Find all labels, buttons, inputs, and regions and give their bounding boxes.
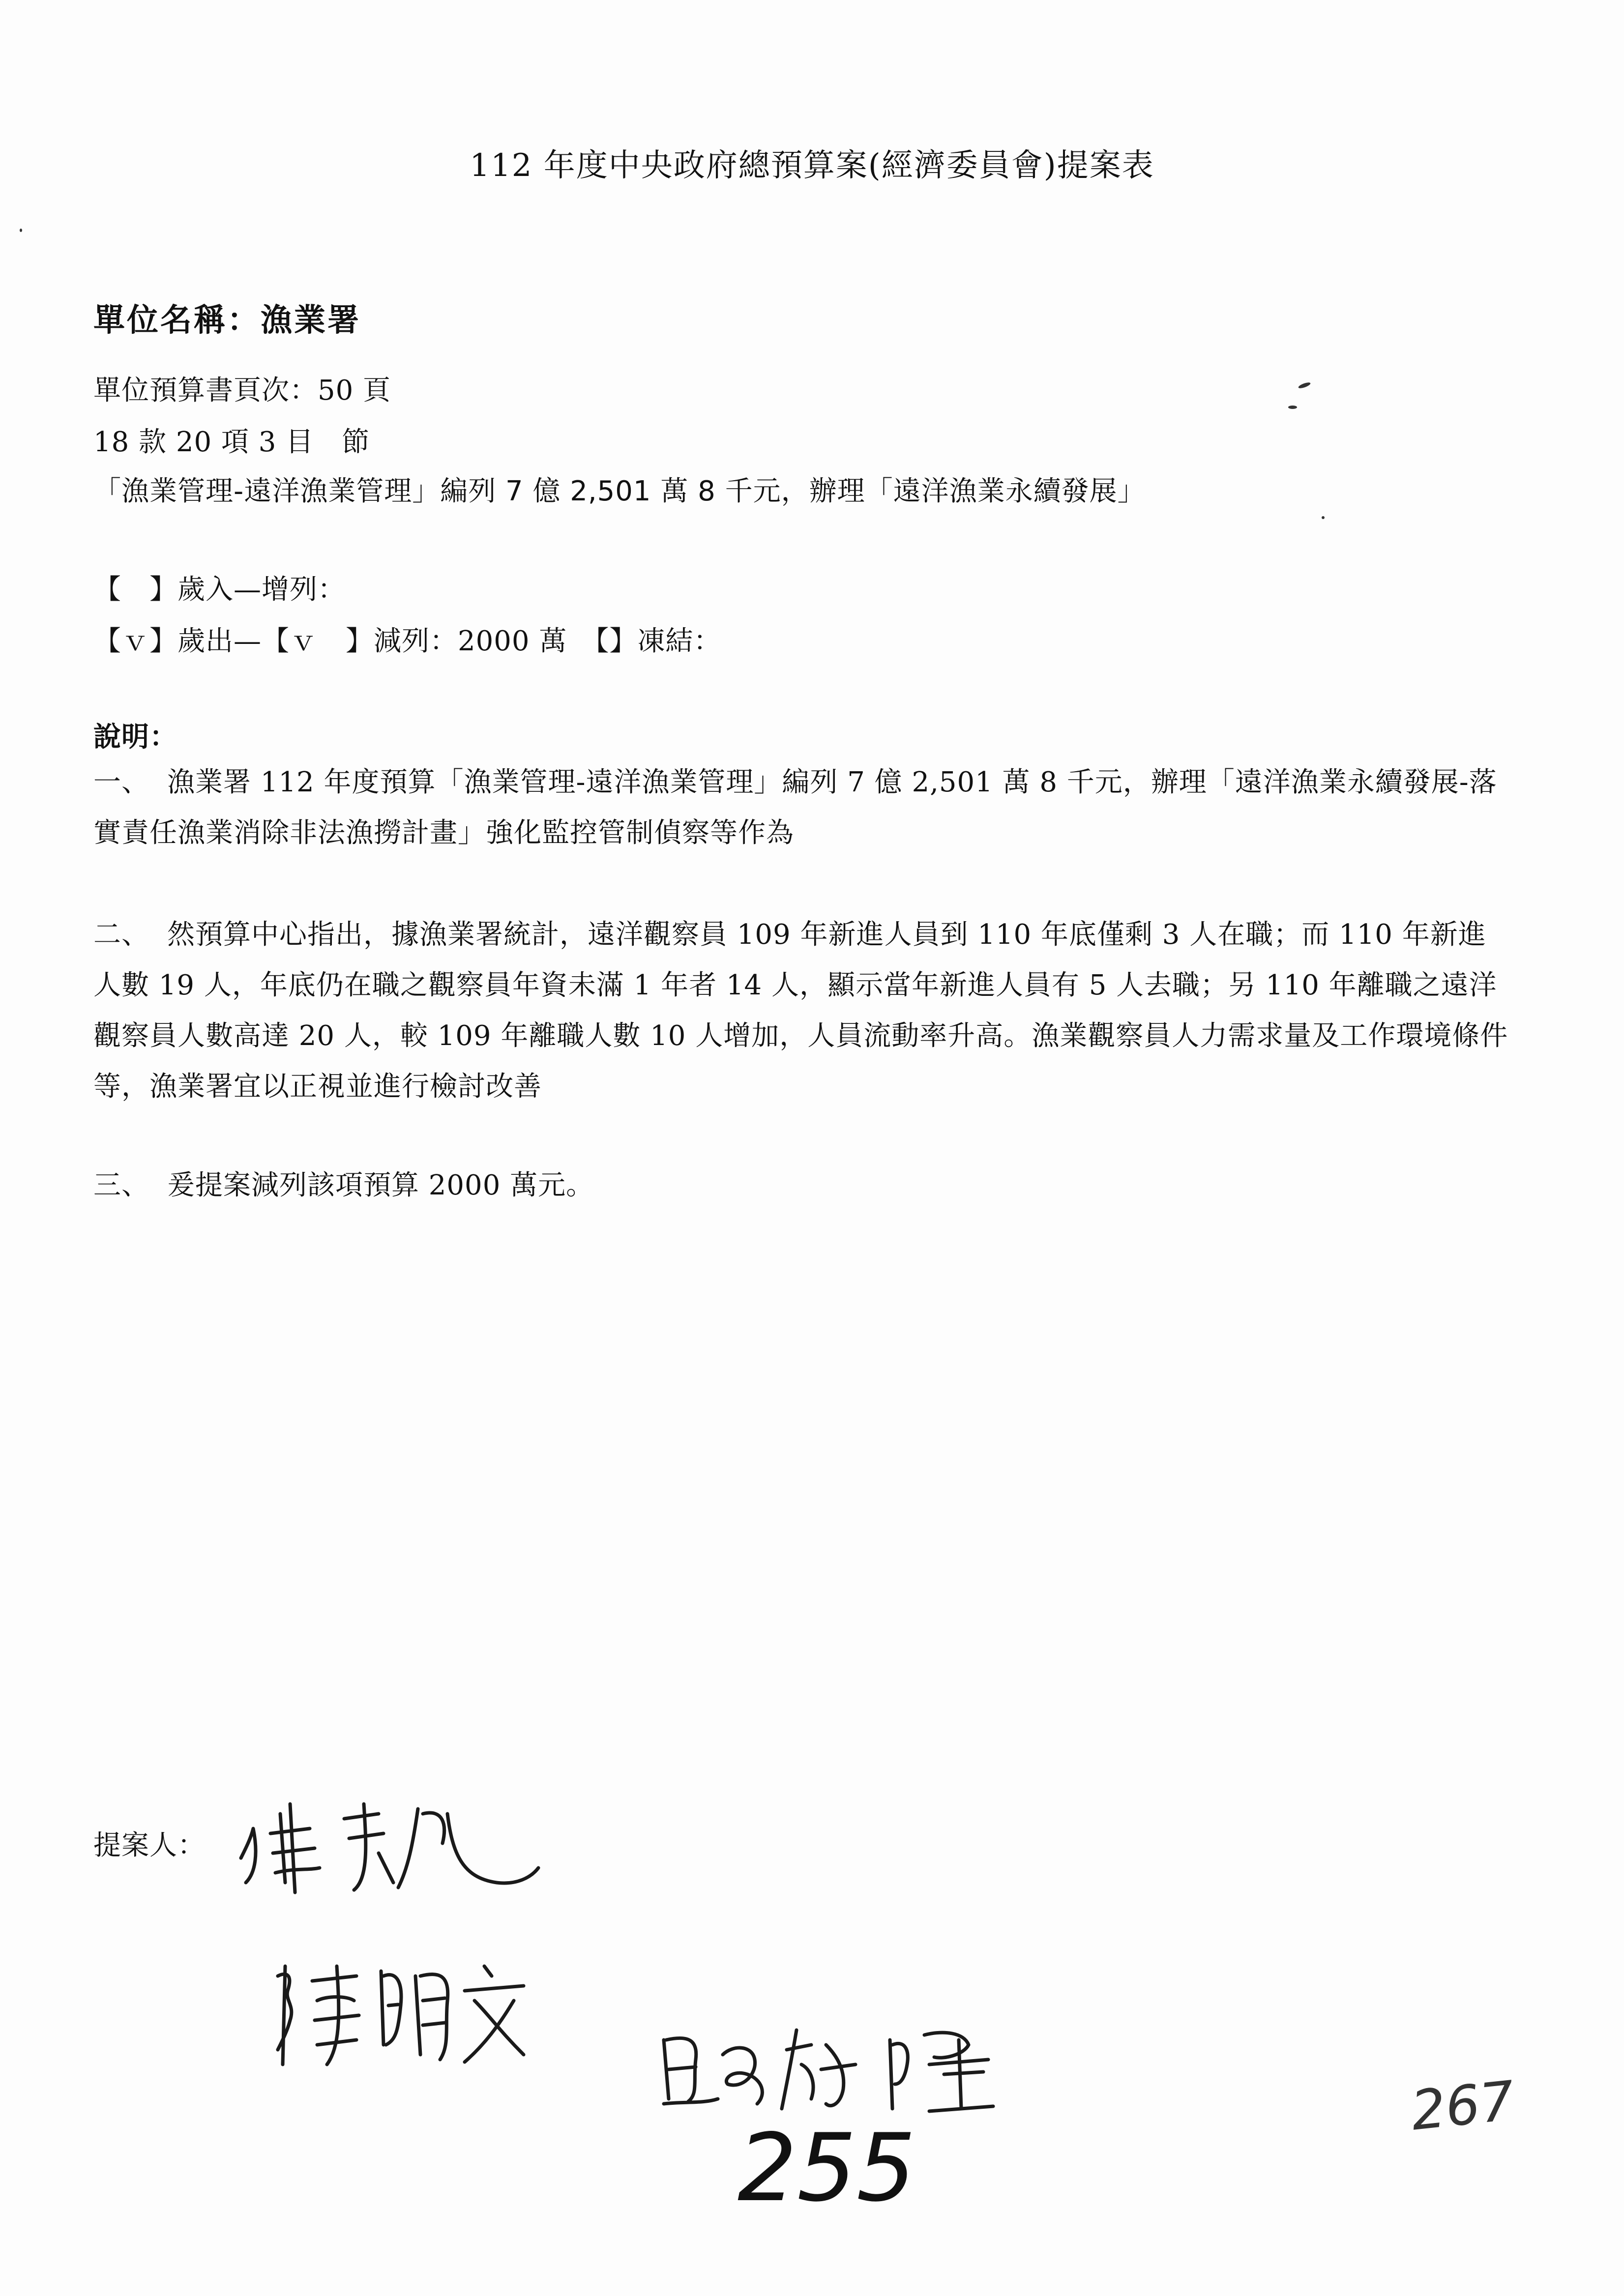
proposer-label: 提案人： [93, 1830, 206, 1861]
point-text: 爰提案減列該項預算 2000 萬元。 [167, 1169, 594, 1201]
handwritten-signature-1 [231, 1784, 546, 1902]
program-line: 「漁業管理-遠洋漁業管理」編列 7 億 2,501 萬 8 千元，辦理「遠洋漁業永續發展」 [93, 475, 1146, 507]
expenditure-line: 【ｖ】歲出—【ｖ 】減列：2000 萬 【】凍結： [93, 625, 722, 657]
point-number: 一、 [93, 766, 149, 798]
point-text: 然預算中心指出，據漁業署統計，遠洋觀察員 109 年新進人員到 110 年底僅剩 3 人在職；而 110 年新進人數 19 人，年底仍在職之觀察員年資未滿 1 年者 14 人，顯示當年新進人員有 5 人去職；另 110 年離職之遠洋觀察員人數高達 20 人，較 109 年離職人數 10 人增加，人員流動率升高。漁業觀察員人力需求量及工作環境條件等，漁業署宜以正視並進行檢討改善 [93, 919, 1508, 1103]
unit-name: 單位名稱：漁業署 [93, 302, 361, 339]
scan-speck [20, 229, 22, 232]
point-number: 二、 [93, 919, 149, 951]
explanation-point-2 [93, 909, 1509, 1112]
point-number: 三、 [93, 1169, 149, 1201]
handwritten-signature-3 [649, 2010, 1003, 2123]
scan-speck [1288, 406, 1297, 409]
handwritten-page-number: 255 [738, 2114, 916, 2222]
explanation-point-1 [93, 757, 1509, 858]
handwritten-signature-2 [268, 1947, 543, 2074]
revenue-line: 【 】歲入—增列： [93, 574, 346, 606]
budget-page-line: 單位預算書頁次：50 頁 [93, 375, 391, 407]
document-title: 112 年度中央政府總預算案(經濟委員會)提案表 [470, 147, 1154, 184]
explanation-heading: 說明： [93, 721, 177, 753]
scan-speck [1298, 381, 1311, 389]
point-text: 漁業署 112 年度預算「漁業管理-遠洋漁業管理」編列 7 億 2,501 萬 8 千元，辦理「遠洋漁業永續發展-落實責任漁業消除非法漁撈計畫」強化監控管制偵察等作為 [93, 766, 1497, 849]
section-line: 18 款 20 項 3 目 節 [93, 426, 370, 458]
handwritten-corner-number: 267 [1408, 2069, 1518, 2143]
scan-speck [1322, 516, 1325, 519]
explanation-point-3 [93, 1160, 1509, 1211]
